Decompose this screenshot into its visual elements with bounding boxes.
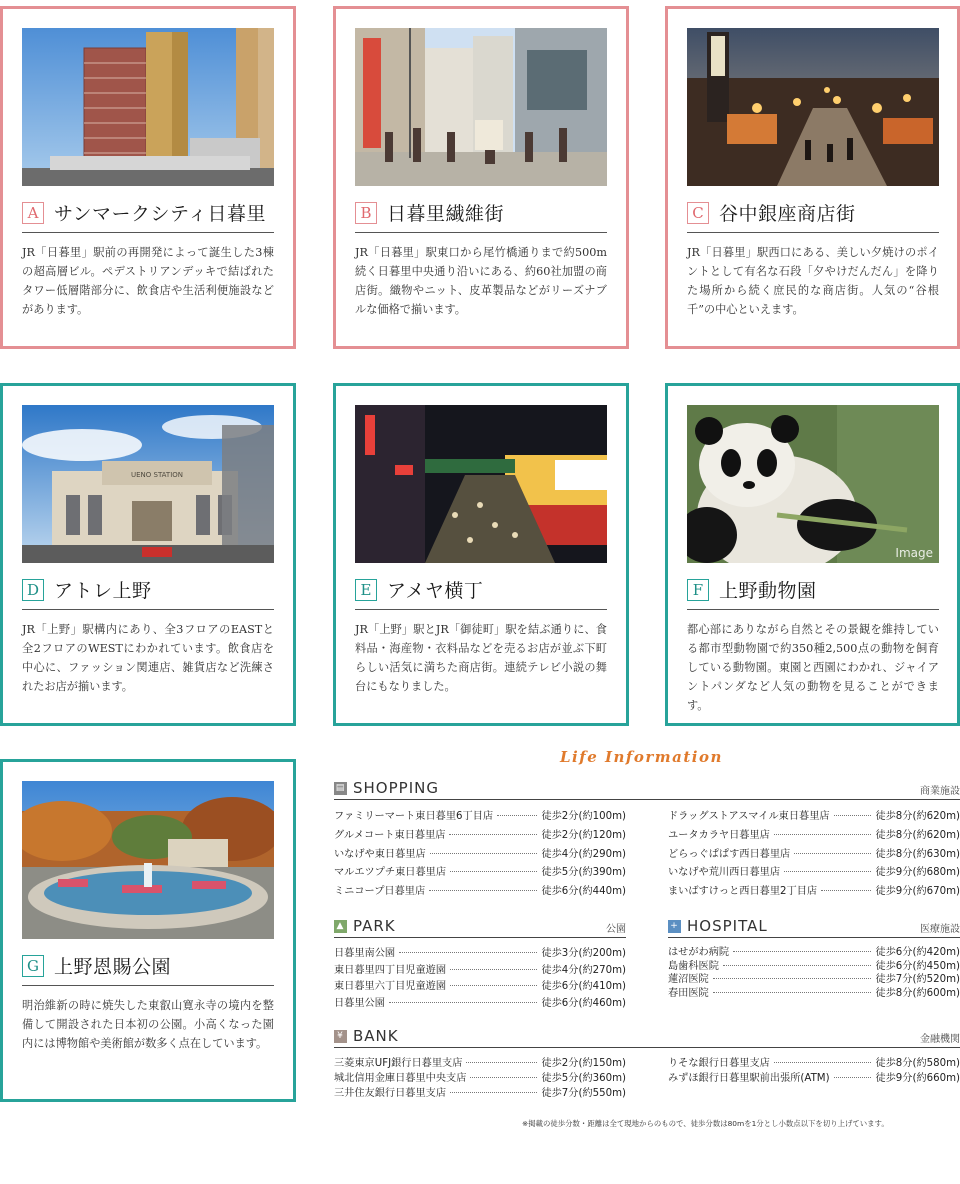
card-letter-badge: F bbox=[687, 579, 709, 601]
card-letter-badge: B bbox=[355, 202, 377, 224]
park-header bbox=[334, 916, 626, 938]
list-item: ミニコープ日暮里店 徒歩6分(約440m) bbox=[334, 886, 626, 898]
list-item: 三菱東京UFJ銀行日暮里支店 徒歩2分(約150m) bbox=[334, 1058, 626, 1069]
card-heading bbox=[355, 199, 607, 233]
cross-icon: + bbox=[668, 920, 681, 933]
list-item: 島歯科医院 徒歩6分(約450m) bbox=[668, 960, 960, 972]
spot-card-g bbox=[0, 759, 296, 1102]
bank-list-left bbox=[334, 1056, 626, 1102]
life-information-title: Life Information bbox=[560, 748, 723, 766]
spot-card-b bbox=[333, 6, 629, 349]
list-item: みずほ銀行日暮里駅前出張所(ATM) 徒歩9分(約660m) bbox=[668, 1073, 960, 1085]
photo-ameya-yokocho bbox=[355, 405, 607, 563]
card-title: 日暮里繊維街 bbox=[387, 203, 505, 225]
bank-label: BANK bbox=[353, 1027, 399, 1045]
card-title: アトレ上野 bbox=[54, 580, 152, 602]
hospital-header bbox=[668, 916, 960, 938]
card-heading bbox=[355, 576, 607, 610]
list-item: ファミリーマート東日暮里6丁目店 徒歩2分(約100m) bbox=[334, 811, 626, 822]
list-item: 城北信用金庫日暮里中央支店 徒歩5分(約360m) bbox=[334, 1073, 626, 1085]
spot-card-a bbox=[0, 6, 296, 349]
card-heading bbox=[687, 576, 939, 610]
card-title: サンマークシティ日暮里 bbox=[54, 203, 267, 225]
card-description: JR「上野」駅構内にあり、全3フロアのEASTと全2フロアのWESTにわかれています。飲食店を中心に、ファッション関連店、雑貨店など洗練されたお店が揃います。 bbox=[22, 623, 274, 693]
bank-jp-label: 金融機関 bbox=[920, 1034, 960, 1045]
shopping-list-right bbox=[668, 808, 960, 902]
list-item: グルメコート東日暮里店 徒歩2分(約120m) bbox=[334, 829, 626, 841]
park-label: PARK bbox=[353, 917, 396, 935]
photo-ueno-zoo-panda bbox=[687, 405, 939, 563]
hospital-list bbox=[668, 946, 960, 1000]
footnote: ※掲載の徒歩分数・距離は全て現地からのもので、徒歩分数は80mを1分とし小数点以下を切り上げています。 bbox=[522, 1119, 889, 1128]
card-title: 上野動物園 bbox=[719, 580, 817, 602]
list-item: まいばすけっと西日暮里2丁目店 徒歩9分(約670m) bbox=[668, 886, 960, 898]
card-letter-badge: G bbox=[22, 955, 44, 977]
shopping-header bbox=[334, 778, 960, 800]
shopping-jp-label: 商業施設 bbox=[920, 786, 960, 797]
list-item: 春田医院 徒歩8分(約600m) bbox=[668, 987, 960, 999]
card-heading bbox=[22, 199, 274, 233]
spot-card-d bbox=[0, 383, 296, 726]
list-item: 日暮里南公園 徒歩3分(約200m) bbox=[334, 948, 626, 959]
photo-yanaka-ginza bbox=[687, 28, 939, 186]
card-description: JR「日暮里」駅西口にある、美しい夕焼けのポイントとして有名な石段「夕やけだんだん」を降りた場所から続く庶民的な商店街。人気の“谷根千”の中心といえます。 bbox=[687, 246, 939, 316]
card-title: アメヤ横丁 bbox=[387, 580, 484, 602]
list-item: 日暮里公園 徒歩6分(約460m) bbox=[334, 997, 626, 1009]
card-description: JR「上野」駅とJR「御徒町」駅を結ぶ通りに、食料品・海産物・衣料品などを売るお店が並ぶ下町らしい活気に満ちた商店街。連続テレビ小説の舞台にもなりました。 bbox=[355, 623, 607, 693]
photo-textile-street bbox=[355, 28, 607, 186]
park-jp-label: 公園 bbox=[606, 924, 626, 935]
list-item: はせがわ病院 徒歩6分(約420m) bbox=[668, 947, 960, 958]
spot-card-f bbox=[665, 383, 960, 726]
list-item: 蓮沼医院 徒歩7分(約520m) bbox=[668, 974, 960, 986]
list-item: マルエツプチ東日暮里店 徒歩5分(約390m) bbox=[334, 867, 626, 879]
photo-image-label: Image bbox=[895, 546, 933, 560]
card-letter-badge: C bbox=[687, 202, 709, 224]
photo-sunmark-city bbox=[22, 28, 274, 186]
card-description: JR「日暮里」駅東口から尾竹橋通りまで約500m続く日暮里中央通り沿いにある、約60社加盟の商店街。織物やニット、皮革製品などがリーズナブルな価格で揃います。 bbox=[355, 246, 607, 316]
list-item: 東日暮里四丁目児童遊園 徒歩4分(約270m) bbox=[334, 964, 626, 976]
shop-icon: ▤ bbox=[335, 782, 346, 793]
hospital-label: HOSPITAL bbox=[687, 917, 768, 935]
list-item: 東日暮里六丁目児童遊園 徒歩6分(約410m) bbox=[334, 981, 626, 993]
list-item: 三井住友銀行日暮里支店 徒歩7分(約550m) bbox=[334, 1088, 626, 1100]
spot-card-c bbox=[665, 6, 960, 349]
photo-atre-ueno bbox=[22, 405, 274, 563]
hospital-jp-label: 医療施設 bbox=[920, 924, 960, 935]
card-description: 都心部にありながら自然とその景観を維持している都市型動物園で約350種2,500点の動物を飼育している動物園。東園と西園にわかれ、ジャイアントパンダなど人気の動物を見ることができます。 bbox=[687, 623, 939, 712]
list-item: ユータカラヤ日暮里店 徒歩8分(約620m) bbox=[668, 829, 960, 841]
bank-list-right bbox=[668, 1056, 960, 1086]
photo-ueno-park bbox=[22, 781, 274, 939]
list-item: りそな銀行日暮里支店 徒歩8分(約580m) bbox=[668, 1058, 960, 1069]
spot-card-e bbox=[333, 383, 629, 726]
shopping-list-left bbox=[334, 808, 626, 902]
card-description: 明治維新の時に焼失した東叡山寛永寺の境内を整備して開設された日本初の公園。小高くなった園内には博物館や美術館が数多く点在しています。 bbox=[22, 999, 274, 1050]
card-title: 上野恩賜公園 bbox=[54, 956, 172, 978]
card-description: JR「日暮里」駅前の再開発によって誕生した3棟の超高層ビル。ペデストリアンデッキで結ばれたタワー低層階部分に、飲食店や生活利便施設などがあります。 bbox=[22, 246, 274, 316]
tree-icon: ▲ bbox=[334, 920, 347, 933]
station-sign-text: UENO STATION bbox=[130, 471, 184, 479]
list-item: ドラッグストアスマイル東日暮里店 徒歩8分(約620m) bbox=[668, 811, 960, 822]
shopping-label: SHOPPING bbox=[353, 779, 439, 797]
card-letter-badge: A bbox=[22, 202, 44, 224]
card-letter-badge: E bbox=[355, 579, 377, 601]
list-item: いなげや荒川西日暮里店 徒歩9分(約680m) bbox=[668, 867, 960, 879]
list-item: どらっぐぱぱす西日暮里店 徒歩8分(約630m) bbox=[668, 848, 960, 860]
card-heading bbox=[22, 952, 274, 986]
card-letter-badge: D bbox=[22, 579, 44, 601]
card-heading bbox=[22, 576, 274, 610]
bank-header bbox=[334, 1026, 960, 1048]
card-title: 谷中銀座商店街 bbox=[719, 203, 856, 225]
yen-icon: ¥ bbox=[334, 1030, 347, 1043]
park-list bbox=[334, 946, 626, 1012]
card-heading bbox=[687, 199, 939, 233]
list-item: いなげや東日暮里店 徒歩4分(約290m) bbox=[334, 848, 626, 860]
